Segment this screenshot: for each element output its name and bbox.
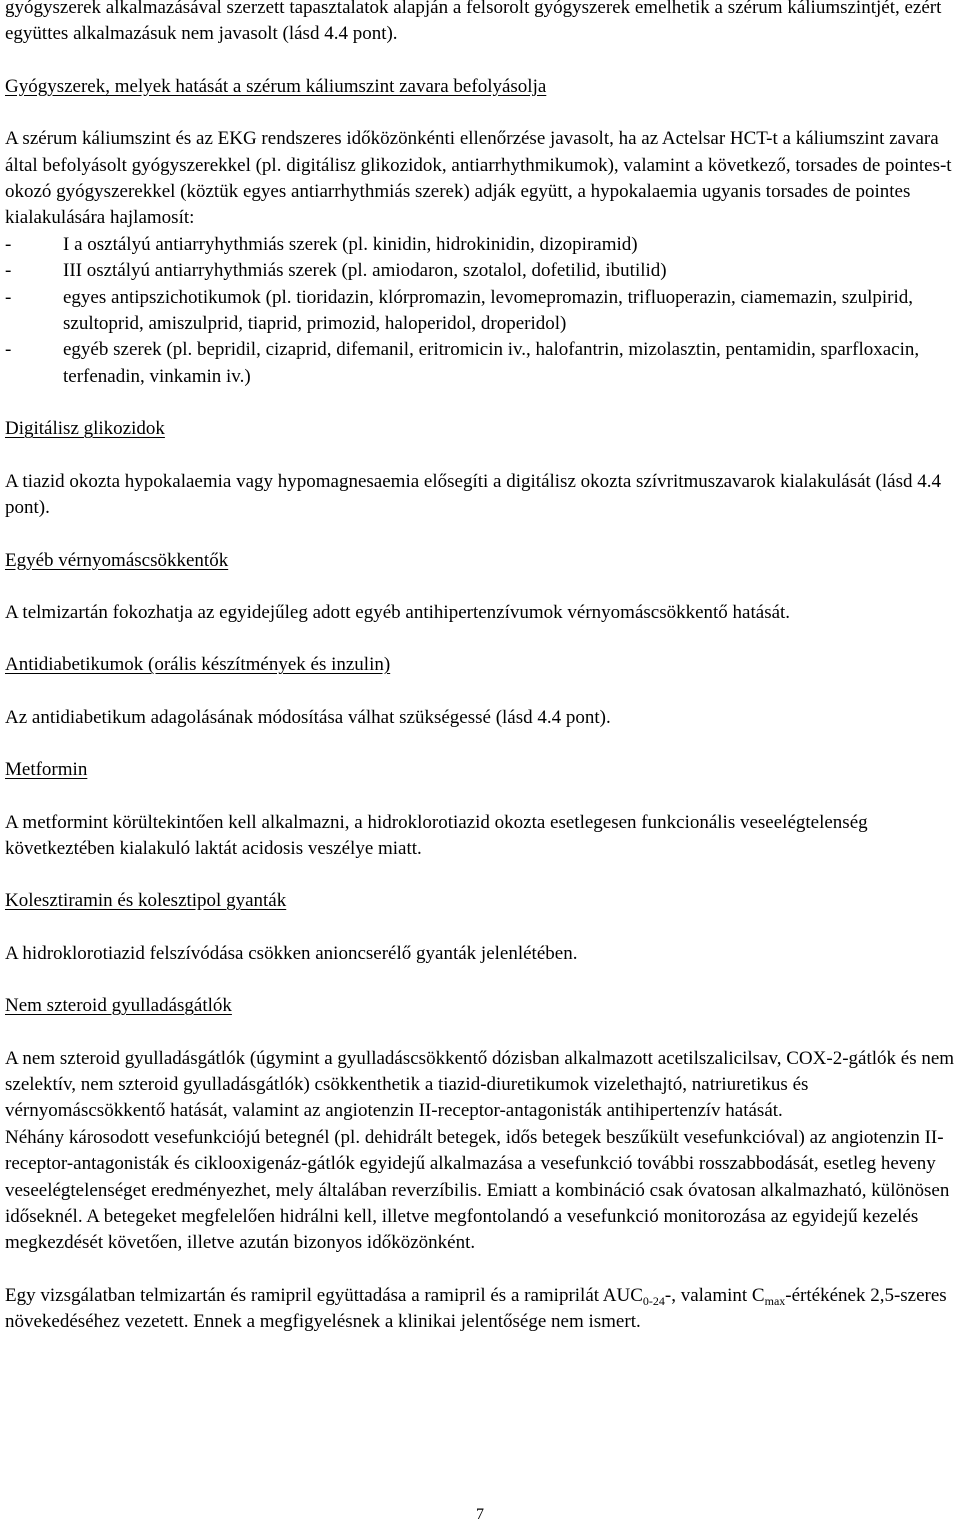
cmax-subscript: max <box>764 1293 786 1308</box>
section-heading-vernyomascsokkentok: Egyéb vérnyomáscsökkentők <box>5 549 229 571</box>
section-body-metformin: A metformint körültekintően kell alkalmazni, a hidroklorotiazid okozta esetlegesen funkcionális veseelégtelenség következtében kialakuló laktát acidosis veszélye miatt. <box>5 811 868 859</box>
antiarrhythmic-list <box>5 232 957 390</box>
conclusion-text: -értékének 2,5-szeres növekedéséhez vezetett. Ennek a megfigyelésnek a klinikai jelentősége nem ismert. <box>5 1284 947 1333</box>
section-body-kalium: A szérum káliumszint és az EKG rendszeres időközönkénti ellenőrzése javasolt, ha az Actelsar HCT-t a káliumszint zavara által befolyásolt gyógyszerekkel (pl. digitálisz glikozidok, antiarrhythmikumok), valamint a következő, torsades de pointes-t okozó gyógyszerekkel (köztük egyes antiarrhythmiás szerek) adják együtt, a hypokalaemia ugyanis torsades de pointes kialakulására hajlamosít: <box>5 128 952 229</box>
list-item-text: III osztályú antiarryhythmiás szerek (pl. amiodaron, szotalol, dofetilid, ibutilid) <box>63 260 667 282</box>
section-body-vernyomascsokkentok: A telmizartán fokozhatja az egyidejűleg adott egyéb antihipertenzívumok vérnyomáscsökkentő hatását. <box>5 601 791 623</box>
document-page <box>5 0 957 1336</box>
page-number: 7 <box>476 1506 484 1523</box>
list-dash: - <box>5 286 12 308</box>
section-body-antidiabetikumok: Az antidiabetikum adagolásának módosítása válhat szükségessé (lásd 4.4 pont). <box>5 706 611 728</box>
section-heading-kalium: Gyógyszerek, melyek hatását a szérum káliumszint zavara befolyásolja <box>5 75 547 97</box>
auc-text: Egy vizsgálatban telmizartán és ramipril együttadása a ramipril és a ramiprilát AUC <box>5 1284 643 1306</box>
list-item <box>5 285 957 338</box>
section-heading-antidiabetikumok: Antidiabetikumok (orális készítmények és inzulin) <box>5 654 391 676</box>
section-body-nsaid-3 <box>5 1283 957 1336</box>
list-item-text: egyéb szerek (pl. bepridil, cizaprid, difemanil, eritromicin iv., halofantrin, mizolasztin, pentamidin, sparfloxacin, terfenadin, vinkamin iv.) <box>63 339 920 387</box>
list-dash: - <box>5 260 12 282</box>
section-heading-metformin: Metformin <box>5 759 88 781</box>
section-heading-digitalisz: Digitálisz glikozidok <box>5 418 165 440</box>
section-heading-nsaid: Nem szteroid gyulladásgátlók <box>5 995 232 1017</box>
section-body-nsaid-1: A nem szteroid gyulladásgátlók (úgymint a gyulladáscsökkentő dózisban alkalmazott acetilszalicilsav, COX-2-gátlók és nem szelektív, nem szteroid gyulladásgátlók) csökkenthetik a tiazid-diuretikumok vizelethajtó, natriuretikus és vérnyomáscsökkentő hatását, valamint az angiotenzin II-receptor-antagonisták antihipertenzív hatását. <box>5 1047 955 1122</box>
intro-paragraph: gyógyszerek alkalmazásával szerzett tapasztalatok alapján a felsorolt gyógyszerek emelhetik a szérum káliumszintjét, ezért együttes alkalmazásuk nem javasolt (lásd 4.4 pont). <box>5 0 942 45</box>
section-body-digitalisz: A tiazid okozta hypokalaemia vagy hypomagnesaemia elősegíti a digitálisz okozta szívritmuszavarok kialakulását (lásd 4.4 pont). <box>5 470 941 519</box>
list-item-text: egyes antipszichotikumok (pl. tioridazin, klórpromazin, levomepromazin, trifluoperazin, ciamemazin, szulpirid, szultoprid, amiszulprid, tiaprid, primozid, haloperidol, droperidol) <box>63 286 913 335</box>
list-dash: - <box>5 233 12 255</box>
list-item <box>5 232 957 258</box>
section-body-nsaid-2: Néhány károsodott vesefunkciójú betegnél (pl. dehidrált betegek, idős betegek beszűkült vesefunkcióval) az angiotenzin II-receptor-antagonisták és ciklooxigenáz-gátlók egyidejű alkalmazása a vesefunkció további rosszabbodását, esetleg heveny veseelégtelenséget eredményezhet, mely általában reverzíbilis. Emiatt a kombináció csak óvatosan alkalmazható, különösen időseknél. A betegeket megfelelően hidrálni kell, illetve megfontolandó a vesefunkció monitorozása az egyidejű kezelés megkezdését követően, illetve azután bizonyos időközönként. <box>5 1126 950 1254</box>
list-item <box>5 337 957 390</box>
list-dash: - <box>5 339 12 361</box>
auc-subscript: 0-24 <box>642 1293 665 1308</box>
cmax-text: -, valamint C <box>664 1284 765 1306</box>
list-item-text: I a osztályú antiarryhythmiás szerek (pl. kinidin, hidrokinidin, dizopiramid) <box>63 233 638 255</box>
section-body-kolesztiramin: A hidroklorotiazid felszívódása csökken anioncserélő gyanták jelenlétében. <box>5 942 578 964</box>
list-item <box>5 258 957 284</box>
section-heading-kolesztiramin: Kolesztiramin és kolesztipol gyanták <box>5 890 287 912</box>
